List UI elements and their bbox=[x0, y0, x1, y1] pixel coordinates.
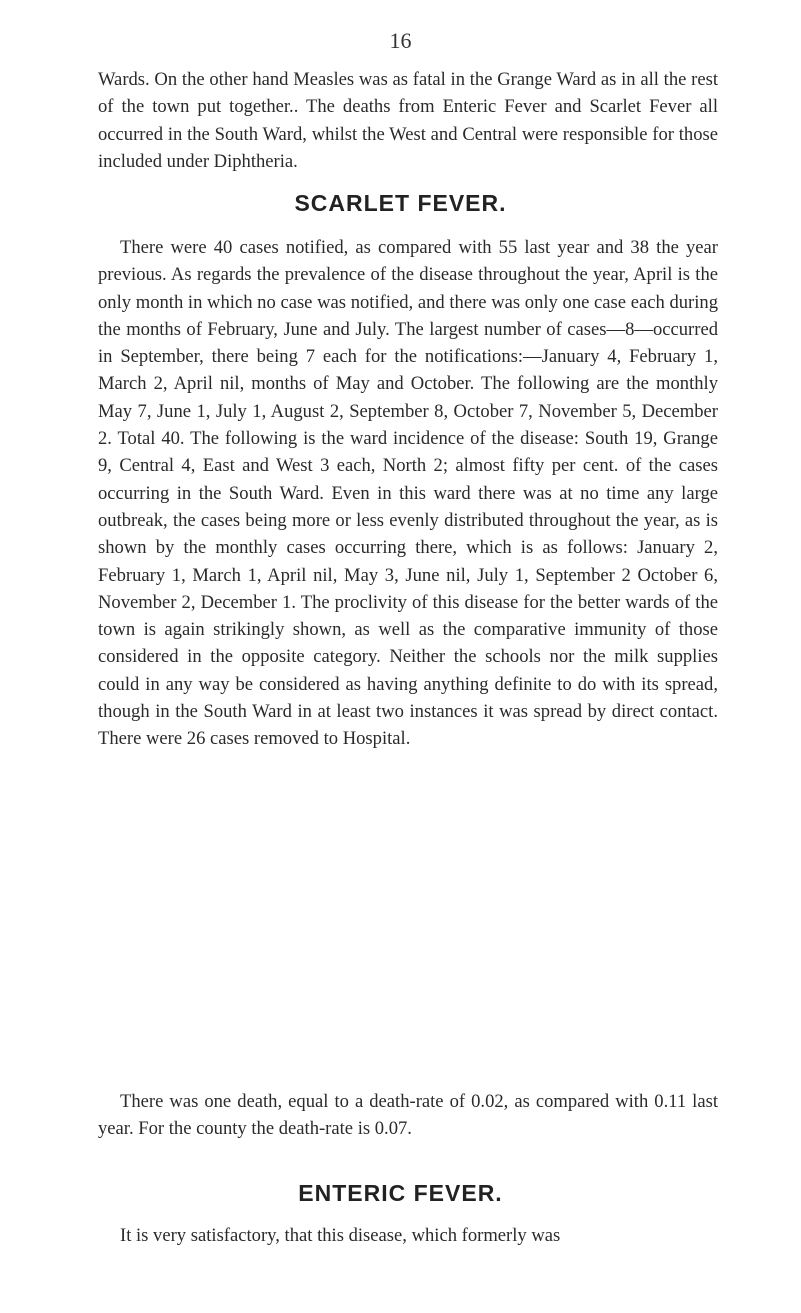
scarlet-fever-paragraph: There were 40 cases notified, as compared with 55 last year and 38 the year previous. As regards the prevalence of the disease throughout the year, April is the only month in which no case was notified, and there was only one case each during the months of February, June and July. The largest number of cases—8—occurred in September, there being 7 each for the notifications:—January 4, February 1, March 2, April nil, months of May and October. The following are the monthly May 7, June 1, July 1, August 2, September 8, October 7, November 5, December 2. Total 40. The following is the ward incidence of the disease: South 19, Grange 9, Central 4, East and West 3 each, North 2; almost fifty per cent. of the cases occurring in the South Ward. Even in this ward there was at no time any large outbreak, the cases being more or less evenly distributed throughout the year, as is shown by the monthly cases occurring there, which is as follows: January 2, February 1, March 1, April nil, May 3, June nil, July 1, September 2 October 6, November 2, December 1. The proclivity of this disease for the better wards of the town is again strikingly shown, as well as the comparative immunity of those considered in the opposite category. Neither the schools nor the milk supplies could in any way be considered as having anything definite to do with its spread, though in the South Ward in at least two instances it was spread by direct contact. There were 26 cases removed to Hospital. bbox=[98, 237, 718, 750]
intro-paragraph: Wards. On the other hand Measles was as fatal in the Grange Ward as in all the rest of the town put together.. The deaths from Enteric Fever and Scarlet Fever all occurred in the South Ward, whilst the West and Central were responsible for those included under Diphtheria. bbox=[98, 69, 718, 172]
enteric-fever-heading: ENTERIC FEVER. bbox=[298, 1180, 503, 1206]
scarlet-fever-death-paragraph: There was one death, equal to a death-rate of 0.02, as compared with 0.11 last year. For the county the death-rate is 0.07. bbox=[98, 1091, 718, 1140]
page-number: 16 bbox=[389, 28, 412, 53]
scarlet-fever-heading: SCARLET FEVER. bbox=[294, 190, 507, 216]
enteric-fever-paragraph: It is very satisfactory, that this disease, which formerly was bbox=[120, 1225, 561, 1246]
